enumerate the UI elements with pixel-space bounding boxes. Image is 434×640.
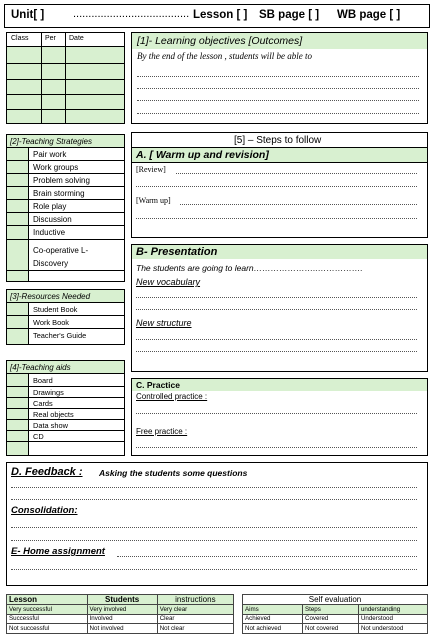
aid-board: Board [33,376,53,385]
controlled-practice-label: Controlled practice : [136,392,208,401]
objectives-box [131,32,428,124]
eval-cell: Not clear [157,624,233,634]
wb-page-field[interactable]: WB page [ ] [337,9,401,21]
feedback-title: D. Feedback : [11,466,83,478]
strategy-cooperative: Co-operative L- [33,246,89,255]
self-eval-title: Self evaluation [243,595,428,605]
aids-title: [4]-Teaching aids [10,363,71,372]
strategies-box [6,134,125,282]
resources-title: [3]-Resources Needed [10,292,91,301]
resource-work-book: Work Book [33,318,70,327]
resource-student-book: Student Book [33,305,78,314]
eval-header-students: Students [87,595,157,605]
strategy-pair-work: Pair work [33,150,67,159]
header-bar [4,4,430,28]
self-eval-cell: Not covered [302,624,358,634]
col-per: Per [45,35,56,42]
feedback-note: Asking the students some questions [99,468,248,478]
self-eval-cell: Understood [358,614,427,624]
practice-box [131,378,428,456]
warmup-title: A. [ Warm up and revision] [136,149,269,161]
self-eval-cell: Steps [302,605,358,615]
col-class: Class [11,35,29,42]
strategy-work-groups: Work groups [33,163,79,172]
eval-cell: Very successful [7,605,88,615]
objectives-intro: By the end of the lesson , students will be able to [137,51,312,61]
self-eval-cell: Covered [302,614,358,624]
steps-title: [5] – Steps to follow [234,135,322,146]
presentation-title: B- Presentation [136,246,218,258]
unit-field[interactable]: Unit[ ] [11,9,45,21]
strategy-brain-storming: Brain storming [33,189,85,198]
resources-box [6,289,125,345]
aids-box [6,360,125,456]
review-label: [Review] [136,165,166,174]
sb-page-field[interactable]: SB page [ ] [259,9,320,21]
aid-cd: CD [33,432,44,441]
home-assignment-label: E- Home assignment [11,546,105,557]
self-eval-cell: Achieved [243,614,303,624]
eval-cell: Involved [87,614,157,624]
self-eval-cell: Not understood [358,624,427,634]
self-eval-cell: understanding [358,605,427,615]
aid-drawings: Drawings [33,388,64,397]
aid-real-objects: Real objects [33,410,74,419]
evaluation-table [6,594,234,634]
practice-title: C. Practice [136,380,180,390]
class-table [6,32,125,124]
warmup-label: [Warm up] [136,196,171,205]
lesson-field[interactable]: Lesson [ ] [193,9,248,21]
eval-cell: Not successful [7,624,88,634]
presentation-intro: The students are going to learn…………………..……………. [136,263,363,273]
consolidation-label: Consolidation: [11,505,78,516]
eval-cell: Successful [7,614,88,624]
strategy-role-play: Role play [33,202,67,211]
eval-cell: Clear [157,614,233,624]
new-structure-label: New structure [136,318,192,328]
steps-box [131,132,428,238]
feedback-box [6,462,428,586]
eval-cell: Not involved [87,624,157,634]
eval-cell: Very clear [157,605,233,615]
title-dots: ...................................... [73,8,190,20]
strategies-title: [2]-Teaching Strategies [10,137,92,146]
strategy-discovery: Discovery [33,259,69,268]
resource-teachers-guide: Teacher's Guide [33,331,87,340]
self-evaluation-table [242,594,428,634]
self-eval-cell: Aims [243,605,303,615]
self-eval-cell: Not achieved [243,624,303,634]
eval-header-instructions: instructions [157,595,233,605]
strategy-discussion: Discussion [33,215,72,224]
col-date: Date [69,35,84,42]
strategy-inductive: Inductive [33,228,66,237]
free-practice-label: Free practice : [136,427,188,436]
eval-cell: Very involved [87,605,157,615]
new-vocabulary-label: New vocabulary [136,277,201,287]
presentation-box [131,244,428,372]
aid-cards: Cards [33,399,53,408]
strategy-problem-solving: Problem solving [33,176,90,185]
eval-header-lesson: Lesson [7,595,88,605]
objectives-title: [1]- Learning objectives [Outcomes] [137,35,303,47]
aid-data-show: Data show [33,421,68,430]
